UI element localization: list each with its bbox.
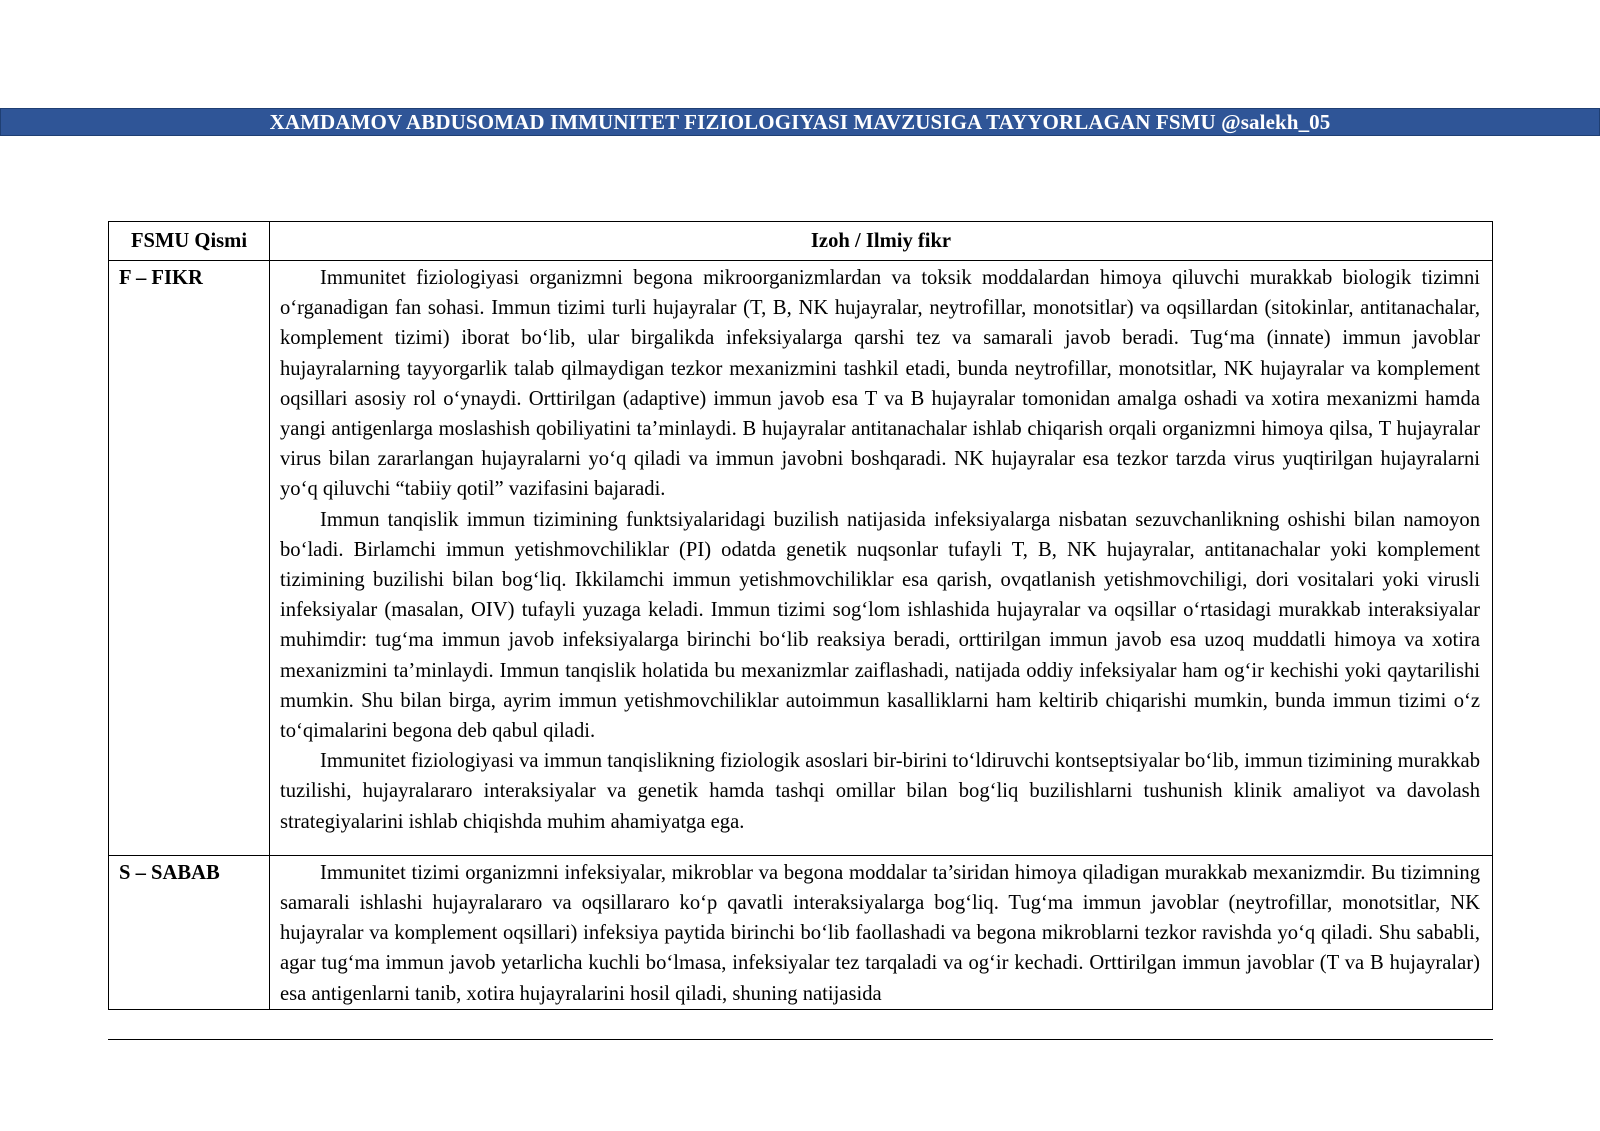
- section-label-sabab: S – SABAB: [109, 855, 270, 1009]
- document-header-banner: [0, 108, 1600, 136]
- paragraph: Immunitet fiziologiyasi va immun tanqislikning fiziologik asoslari bir-birini to‘ldiruvchi kontseptsiyalar bo‘lib, immun tizimining murakkab tuzilishi, hujayralararo interaksiyalar va genetik hamda tashqi omillar bilan bog‘liq buzilishlarni tushunish klinik amaliyot va davolash strategiyalarini ishlab chiqishda muhim ahamiyatga ega.: [280, 750, 1480, 833]
- document-title: XAMDAMOV ABDUSOMAD IMMUNITET FIZIOLOGIYASI MAVZUSIGA TAYYORLAGAN FSMU @salekh_05: [269, 109, 1331, 134]
- paragraph: Immunitet fiziologiyasi organizmni begona mikroorganizmlardan va toksik moddalardan himoya qiluvchi murakkab biologik tizimni o‘rganadigan fan sohasi. Immun tizimi turli hujayralar (T, B, NK hujayralar, neytrofillar, monotsitlar) va oqsillardan (sitokinlar, antitanachalar, komplement tizimi) iborat bo‘lib, ular birgalikda infeksiyalarga qarshi tez va samarali javob beradi. Tug‘ma (innate) immun javoblar hujayralarning tayyorgarlik talab qilmaydigan tezkor mexanizmini tashkil etadi, bunda neytrofillar, monotsitlar, NK hujayralar va komplement oqsillari asosiy rol o‘ynaydi. Orttirilgan (adaptive) immun javob esa T va B hujayralar tomonidan amalga oshadi va xotira mexanizmi hamda yangi antigenlarga moslashish qobiliyatini ta’minlaydi. B hujayralar antitanachalar ishlab chiqarish orqali organizmni himoya qilsa, T hujayralar virus bilan zararlangan hujayralarni yo‘q qiladi va immun javobni boshqaradi. NK hujayralar esa tezkor tarzda virus yuqtirilgan hujayralarni yo‘q qiluvchi “tabiiy qotil” vazifasini bajaradi.: [280, 267, 1480, 501]
- paragraph: Immun tanqislik immun tizimining funktsiyalaridagi buzilish natijasida infeksiyalarga nisbatan sezuvchanlikning oshishi bilan namoyon bo‘ladi. Birlamchi immun yetishmovchiliklar (PI) odatda genetik nuqsonlar tufayli T, B, NK hujayralar, antitanachalar yoki komplement tizimining buzilishi bilan bog‘liq. Ikkilamchi immun yetishmovchiliklar esa qarish, ovqatlanish yetishmovchiligi, dori vositalari yoki virusli infeksiyalar (masalan, OIV) tufayli yuzaga keladi. Immun tizimi sog‘lom ishlashida hujayralar va oqsillar o‘rtasidagi murakkab interaksiyalar muhimdir: tug‘ma immun javob infeksiyalarga birinchi bo‘lib reaksiya beradi, orttirilgan immun javob esa uzoq muddatli himoya va xotira mexanizmini ta’minlaydi. Immun tanqislik holatida bu mexanizmlar zaiflashadi, natijada oddiy infeksiyalar ham og‘ir kechishi yoki qaytarilishi mumkin. Shu bilan birga, ayrim immun yetishmovchiliklar autoimmun kasalliklarni ham keltirib chiqarishi mumkin, bunda immun tizimi o‘z to‘qimalarini begona deb qabul qiladi.: [280, 508, 1480, 743]
- table-header-row: [109, 222, 1493, 261]
- table-row-sabab: [109, 855, 1493, 1009]
- section-text-sabab: [270, 855, 1493, 1009]
- fsmu-table: [108, 221, 1493, 1010]
- column-header-fsmu-part: FSMU Qismi: [109, 222, 270, 261]
- section-label-fikr: F – FIKR: [109, 261, 270, 856]
- paragraph: Immunitet tizimi organizmni infeksiyalar, mikroblar va begona moddalar ta’siridan himoya qiladigan murakkab mexanizmdir. Bu tizimning samarali ishlashi hujayralararo va oqsillararo ko‘p qavatli interaksiyalarga bog‘liq. Tug‘ma immun javoblar (neytrofillar, monotsitlar, NK hujayralar va komplement oqsillari) infeksiya paytida birinchi bo‘lib faollashadi va begona mikroblarni tezkor ravishda yo‘q qiladi. Shu sababli, agar tug‘ma immun javob yetarlicha kuchli bo‘lmasa, infeksiyalar tez tarqaladi va og‘ir kechadi. Orttirilgan immun javoblar (T va B hujayralar) esa antigenlarni tanib, xotira hujayralarini hosil qiladi, shuning natijasida: [280, 861, 1480, 1005]
- column-header-explanation: Izoh / Ilmiy fikr: [270, 222, 1493, 261]
- section-text-fikr: [270, 261, 1493, 856]
- table-row-fikr: [109, 261, 1493, 856]
- fsmu-table-container: [108, 221, 1493, 1040]
